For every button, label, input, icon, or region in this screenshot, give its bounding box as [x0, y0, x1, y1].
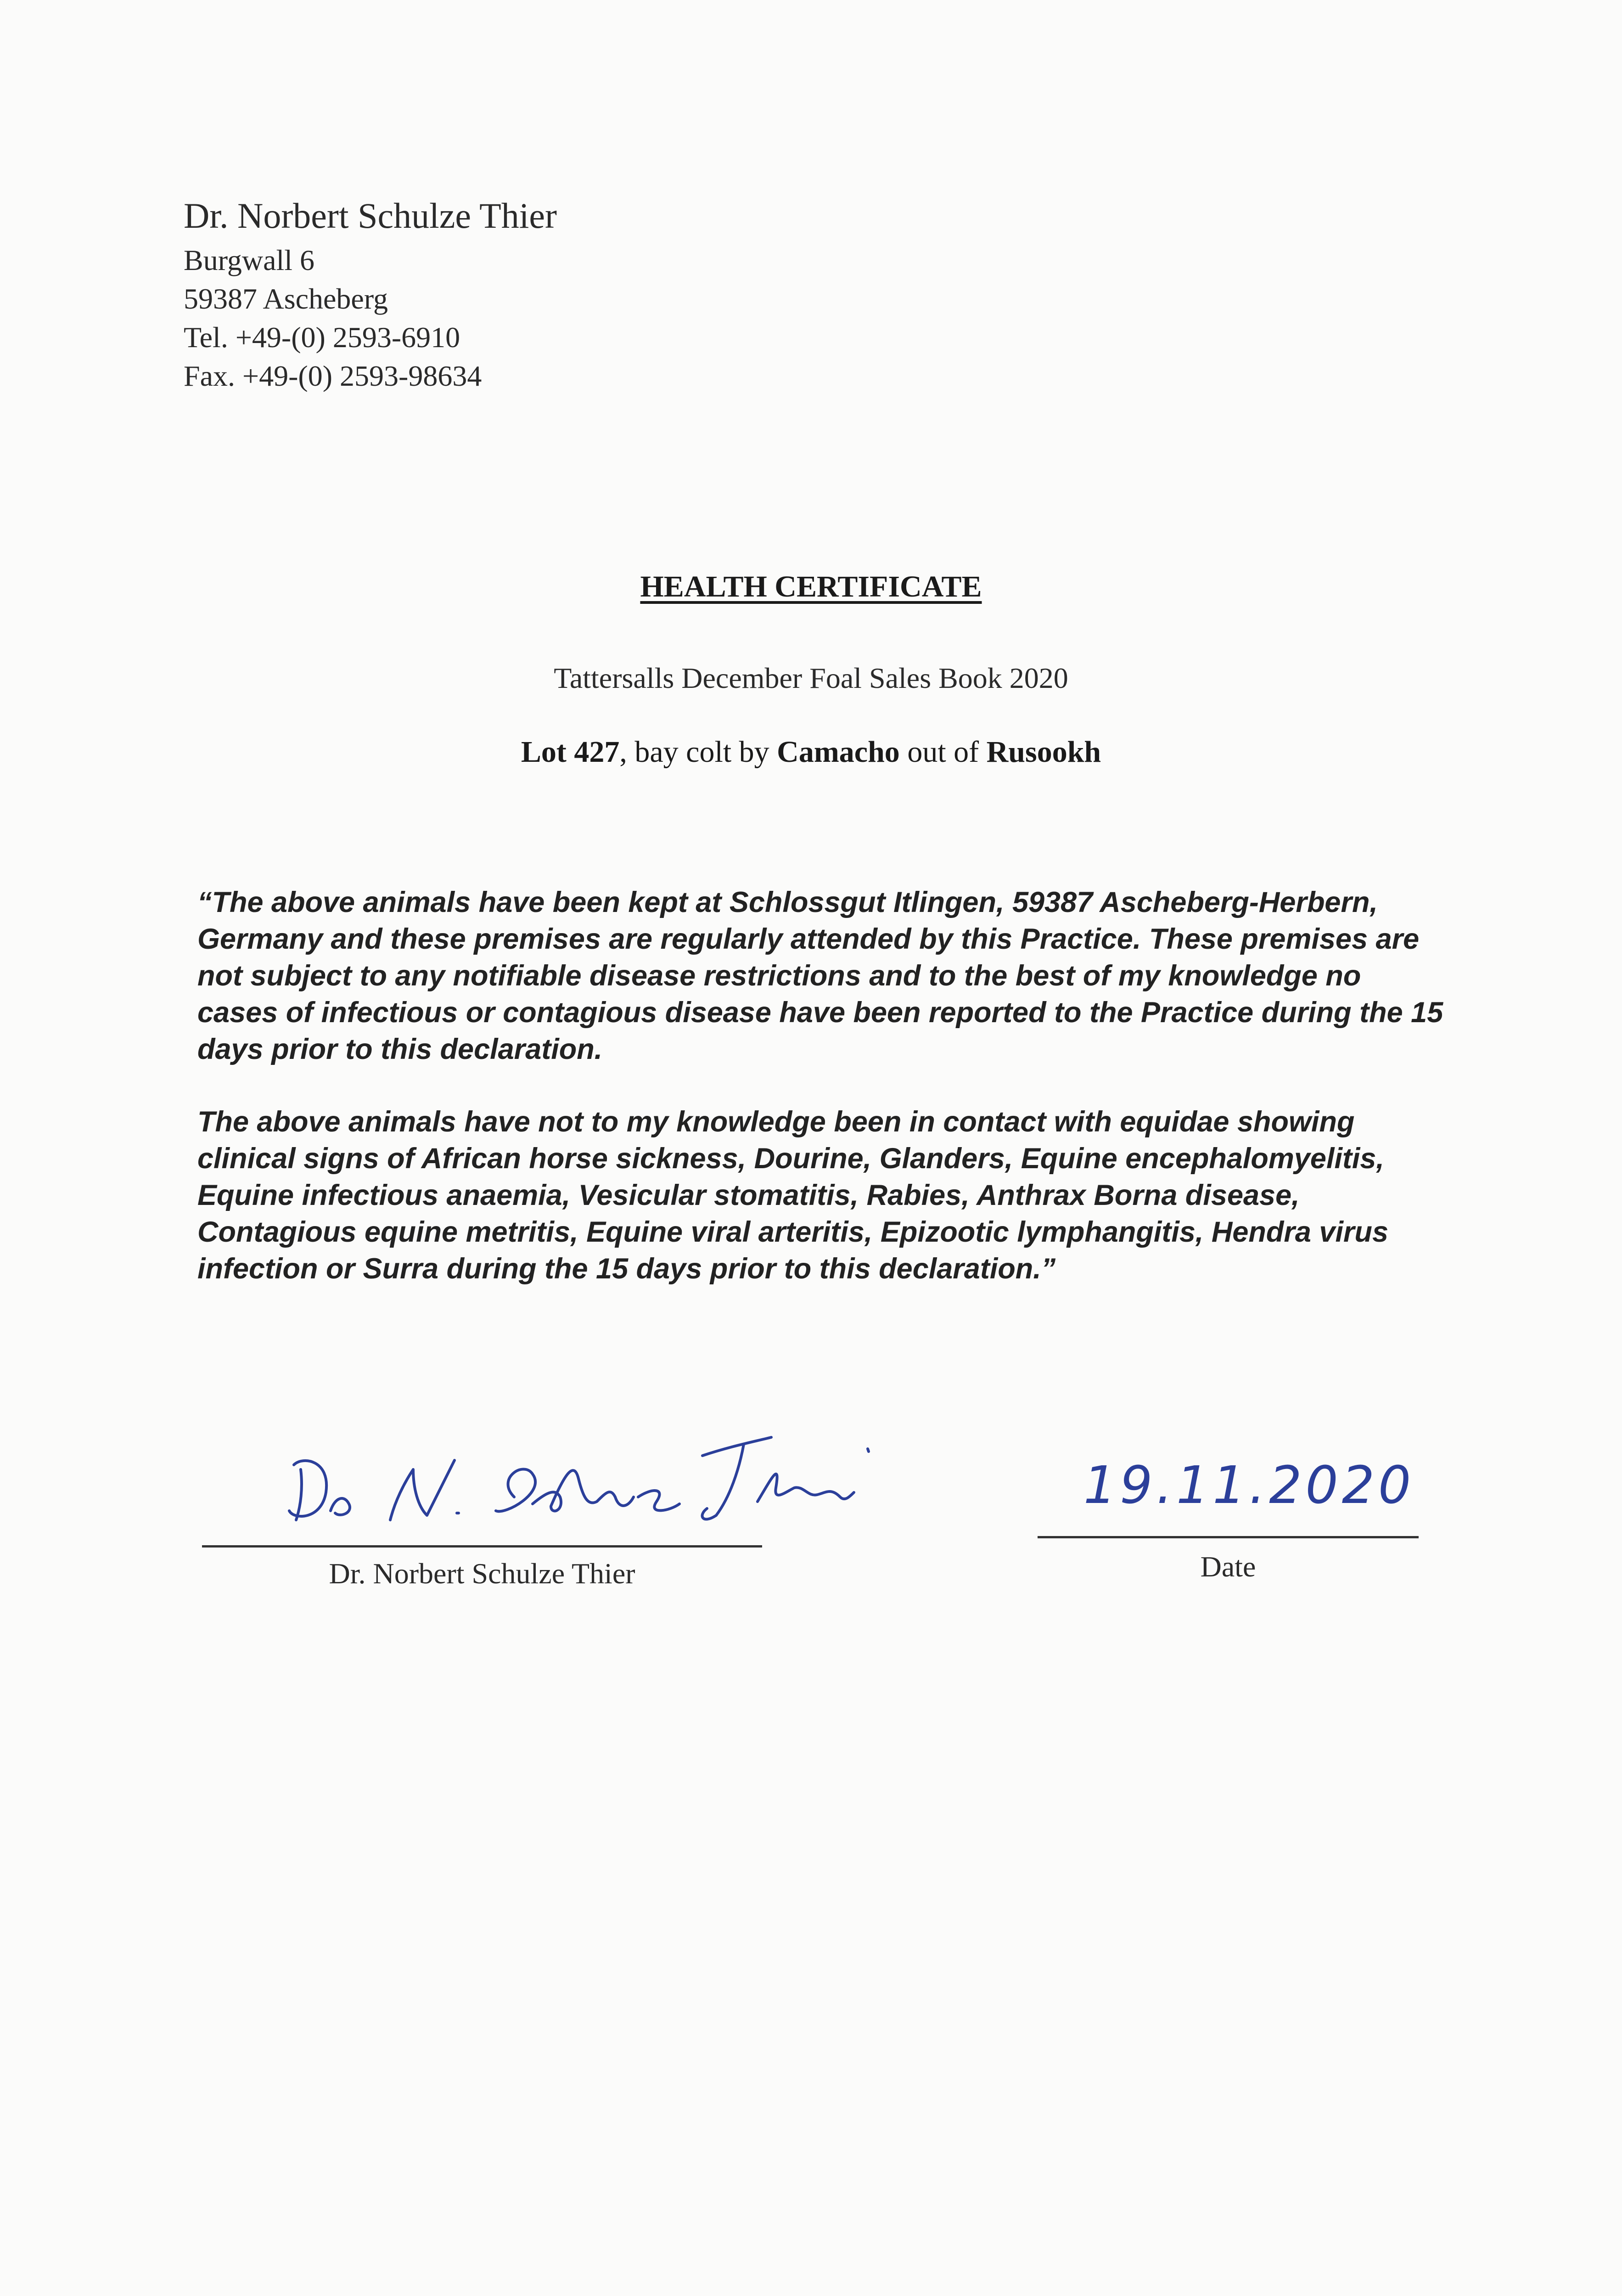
handwritten-date: 19.11.2020: [1083, 1456, 1415, 1515]
lot-line: [0, 735, 1622, 770]
document-title: HEALTH CERTIFICATE: [640, 570, 982, 603]
lot-number: Lot 427: [521, 735, 620, 769]
signature-caption: Dr. Norbert Schulze Thier: [329, 1557, 635, 1590]
letterhead-street: Burgwall 6: [184, 244, 315, 276]
date-block: [1038, 1446, 1423, 1598]
letterhead: [184, 191, 918, 395]
lot-desc-1: , bay colt by: [619, 735, 777, 769]
date-line: [1038, 1536, 1419, 1538]
letterhead-city: 59387 Ascheberg: [184, 282, 388, 315]
lot-dam: Rusookh: [986, 735, 1101, 769]
date-caption: Date: [1200, 1550, 1256, 1583]
lot-sire: Camacho: [777, 735, 900, 769]
declaration: [197, 884, 1446, 1323]
lot-desc-2: out of: [899, 735, 987, 769]
declaration-paragraph-2: The above animals have not to my knowledge been in contact with equidae showing clinical signs of African horse sickness, Dourine, Glanders, Equine encephalomyelitis, Equine infectious anaemia, Vesicular stomatitis, Rabies, Anthrax Borna disease, Contagious equine metritis, Equine viral arteritis, Epizootic lymphangitis, Hendra virus infection or Surra during the 15 days prior to this declaration.”: [197, 1106, 1389, 1285]
document-subtitle: Tattersalls December Foal Sales Book 2020: [554, 662, 1068, 694]
letterhead-name: Dr. Norbert Schulze Thier: [184, 196, 557, 236]
signature-block: [202, 1446, 771, 1598]
letterhead-tel: Tel. +49-(0) 2593-6910: [184, 321, 460, 354]
declaration-paragraph-1: “The above animals have been kept at Schlossgut Itlingen, 59387 Ascheberg-Herbern, Germany and these premises are regularly attended by this Practice. These premises are not subject to any notifiable disease restrictions and to the best of my knowledge no cases of infectious or contagious disease have been reported to the Practice during the 15 days prior to this declaration.: [197, 886, 1443, 1065]
signature-line: [202, 1545, 762, 1548]
handwritten-signature: [275, 1405, 1056, 1538]
letterhead-fax: Fax. +49-(0) 2593-98634: [184, 360, 482, 392]
